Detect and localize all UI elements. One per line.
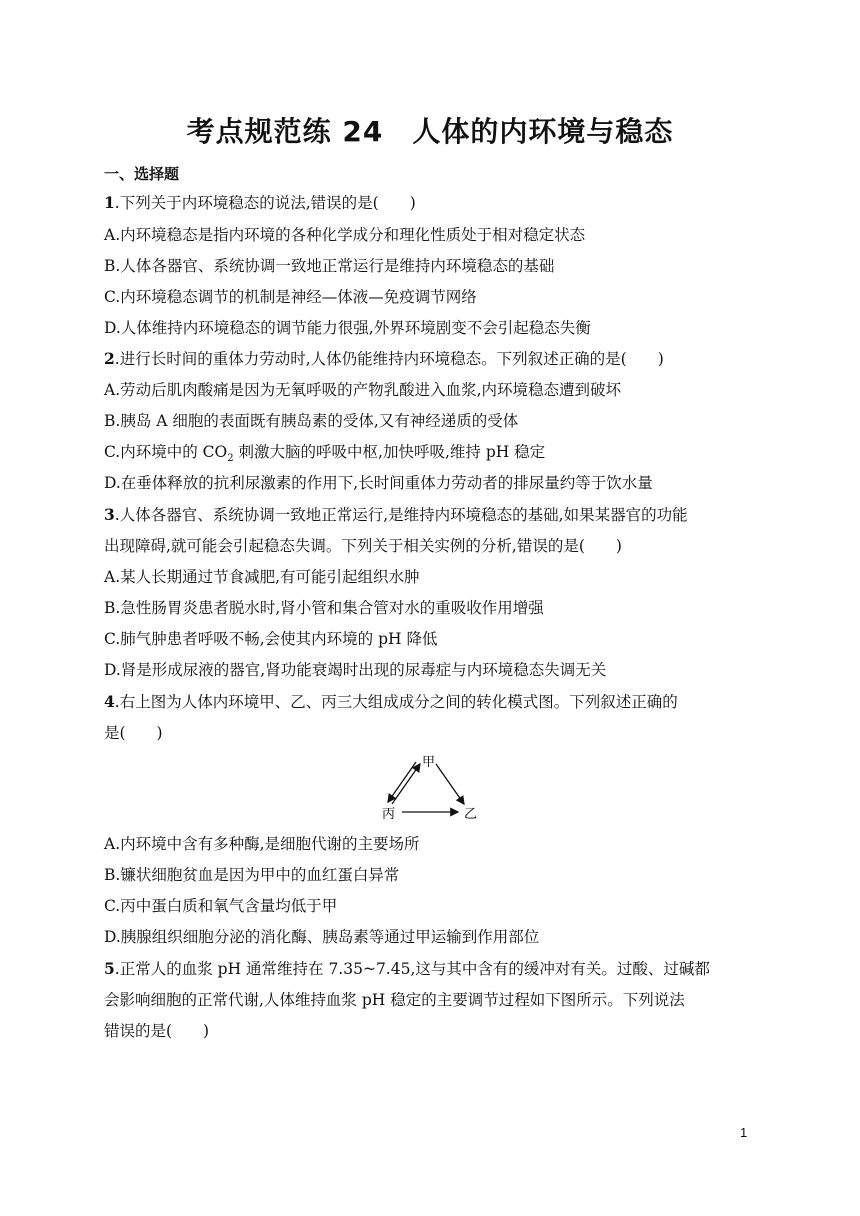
question-4-option-d: D.胰腺组织细胞分泌的消化酶、胰岛素等通过甲运输到作用部位 [104,928,540,946]
question-2-stem: 2.进行长时间的重体力劳动时,人体仍能维持内环境稳态。下列叙述正确的是( ) [104,349,664,368]
question-3-option-b: B.急性肠胃炎患者脱水时,肾小管和集合管对水的重吸收作用增强 [104,599,544,617]
diagram-label-bing: 丙 [382,807,396,822]
conversion-diagram-svg [380,752,480,822]
question-2-option-d: D.在垂体释放的抗利尿激素的作用下,长时间重体力劳动者的排尿量约等于饮水量 [104,474,653,492]
question-5-stem-cont: 会影响细胞的正常代谢,人体维持血浆 pH 稳定的主要调节过程如下图所示。下列说法 [104,991,685,1009]
question-5-stem: 5.正常人的血浆 pH 通常维持在 7.35~7.45,这与其中含有的缓冲对有关。过酸、过碱都 [104,959,710,978]
arrow-jia-to-bing [388,762,416,802]
question-4-stem-cont: 是( ) [104,724,163,742]
arrow-jia-to-yi [436,764,464,804]
diagram-label-yi: 乙 [464,807,478,822]
page-number: 1 [740,1125,748,1140]
question-1-stem: 1.下列关于内环境稳态的说法,错误的是( ) [104,193,416,212]
page-title: 考点规范练 24 人体的内环境与稳态 [186,115,674,148]
question-3-stem: 3.人体各器官、系统协调一致地正常运行,是维持内环境稳态的基础,如果某器官的功能 [104,505,688,524]
arrow-bing-to-jia [392,764,420,804]
question-5-stem-cont-2: 错误的是( ) [104,1022,210,1040]
question-4-option-b: B.镰状细胞贫血是因为甲中的血红蛋白异常 [104,866,400,884]
question-1-option-c: C.内环境稳态调节的机制是神经—体液—免疫调节网络 [104,288,477,306]
question-4-option-c: C.丙中蛋白质和氧气含量均低于甲 [104,897,338,915]
question-1-option-d: D.人体维持内环境稳态的调节能力很强,外界环境剧变不会引起稳态失衡 [104,319,591,337]
question-1-option-b: B.人体各器官、系统协调一致地正常运行是维持内环境稳态的基础 [104,257,555,275]
question-3-stem-cont: 出现障碍,就可能会引起稳态失调。下列关于相关实例的分析,错误的是( ) [104,537,622,555]
section-heading: 一、选择题 [104,165,180,183]
question-2-option-c: C.内环境中的 $CO_2$ 刺激大脑的呼吸中枢,加快呼吸,维持 pH 稳定 [104,443,546,465]
question-1-option-a: A.内环境稳态是指内环境的各种化学成分和理化性质处于相对稳定状态 [104,226,586,244]
question-4-option-a: A.内环境中含有多种酶,是细胞代谢的主要场所 [104,835,420,853]
question-2-option-b: B.胰岛 A 细胞的表面既有胰岛素的受体,又有神经递质的受体 [104,412,519,430]
question-3-option-c: C.肺气肿患者呼吸不畅,会使其内环境的 pH 降低 [104,630,438,648]
conversion-diagram [380,752,480,822]
question-2-option-a: A.劳动后肌肉酸痛是因为无氧呼吸的产物乳酸进入血浆,内环境稳态遭到破坏 [104,381,622,399]
question-4-stem: 4.右上图为人体内环境甲、乙、丙三大组成成分之间的转化模式图。下列叙述正确的 [104,692,678,711]
diagram-label-jia: 甲 [422,755,436,770]
question-3-option-a: A.某人长期通过节食减肥,有可能引起组织水肿 [104,568,420,586]
question-3-option-d: D.肾是形成尿液的器官,肾功能衰竭时出现的尿毒症与内环境稳态失调无关 [104,661,607,679]
